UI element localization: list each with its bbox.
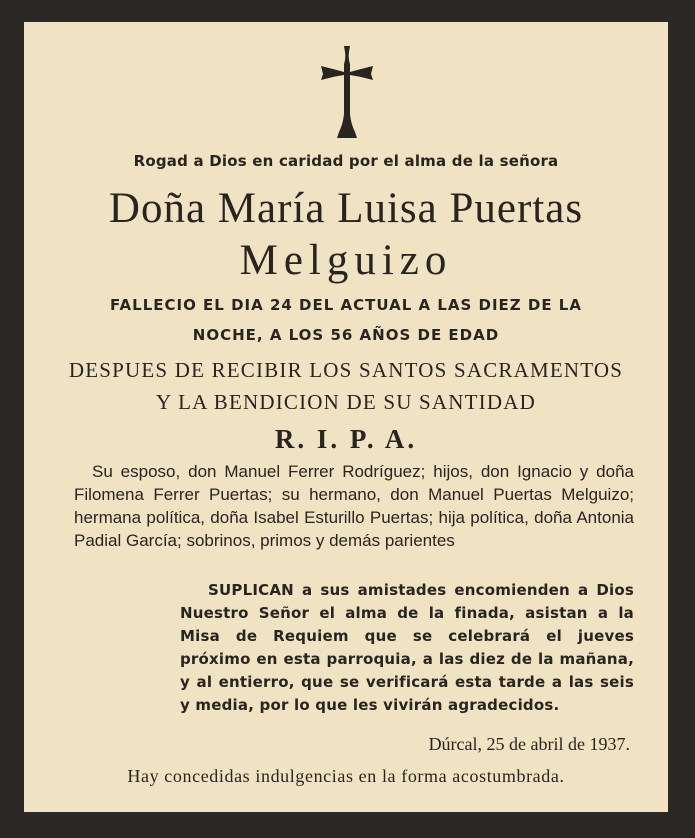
death-info-line1: FALLECIO EL DIA 24 DEL ACTUAL A LAS DIEZ DE LA <box>110 296 582 314</box>
request-paragraph: SUPLICAN a sus amistades encomienden a Dios Nuestro Señor el alma de la finada, asistan a la Misa de Requiem que se celebrará el jueves próximo en esta parroquia, a las diez de la mañana, y al entierro, que se verificará esta tarde a las seis y media, por lo que les vivirán agradecidos. <box>180 581 634 714</box>
deceased-name-line2: Melguizo <box>239 237 453 284</box>
intro-line: Rogad a Dios en caridad por el alma de la señora <box>133 152 559 170</box>
mourning-border-left <box>0 0 24 838</box>
mourning-border-right <box>668 0 695 838</box>
ripa-heading: R. I. P. A. <box>274 424 418 454</box>
indulgences-note: Hay concedidas indulgencias en la forma acostumbrada. <box>127 766 565 786</box>
mourning-border-bottom <box>0 812 695 838</box>
sacraments-line1: DESPUES DE RECIBIR LOS SANTOS SACRAMENTOS <box>68 358 624 382</box>
mourning-border-top <box>0 0 695 22</box>
cross-icon <box>317 44 377 140</box>
obituary-body <box>24 22 668 812</box>
death-info-line2: NOCHE, A LOS 56 AÑOS DE EDAD <box>192 326 500 344</box>
deceased-name-line1: Doña María Luisa Puertas <box>108 185 584 232</box>
place-date: Dúrcal, 25 de abril de 1937. <box>428 734 630 754</box>
sacraments-line2: Y LA BENDICION DE SU SANTIDAD <box>156 390 536 414</box>
family-paragraph: Su esposo, don Manuel Ferrer Rodríguez; hijos, don Ignacio y doña Filomena Ferrer Puertas; su hermano, don Manuel Puertas Melguizo; hermana política, doña Isabel Esturillo Puertas; hija política, doña Antonia Padial García; sobrinos, primos y demás parientes <box>74 462 634 550</box>
